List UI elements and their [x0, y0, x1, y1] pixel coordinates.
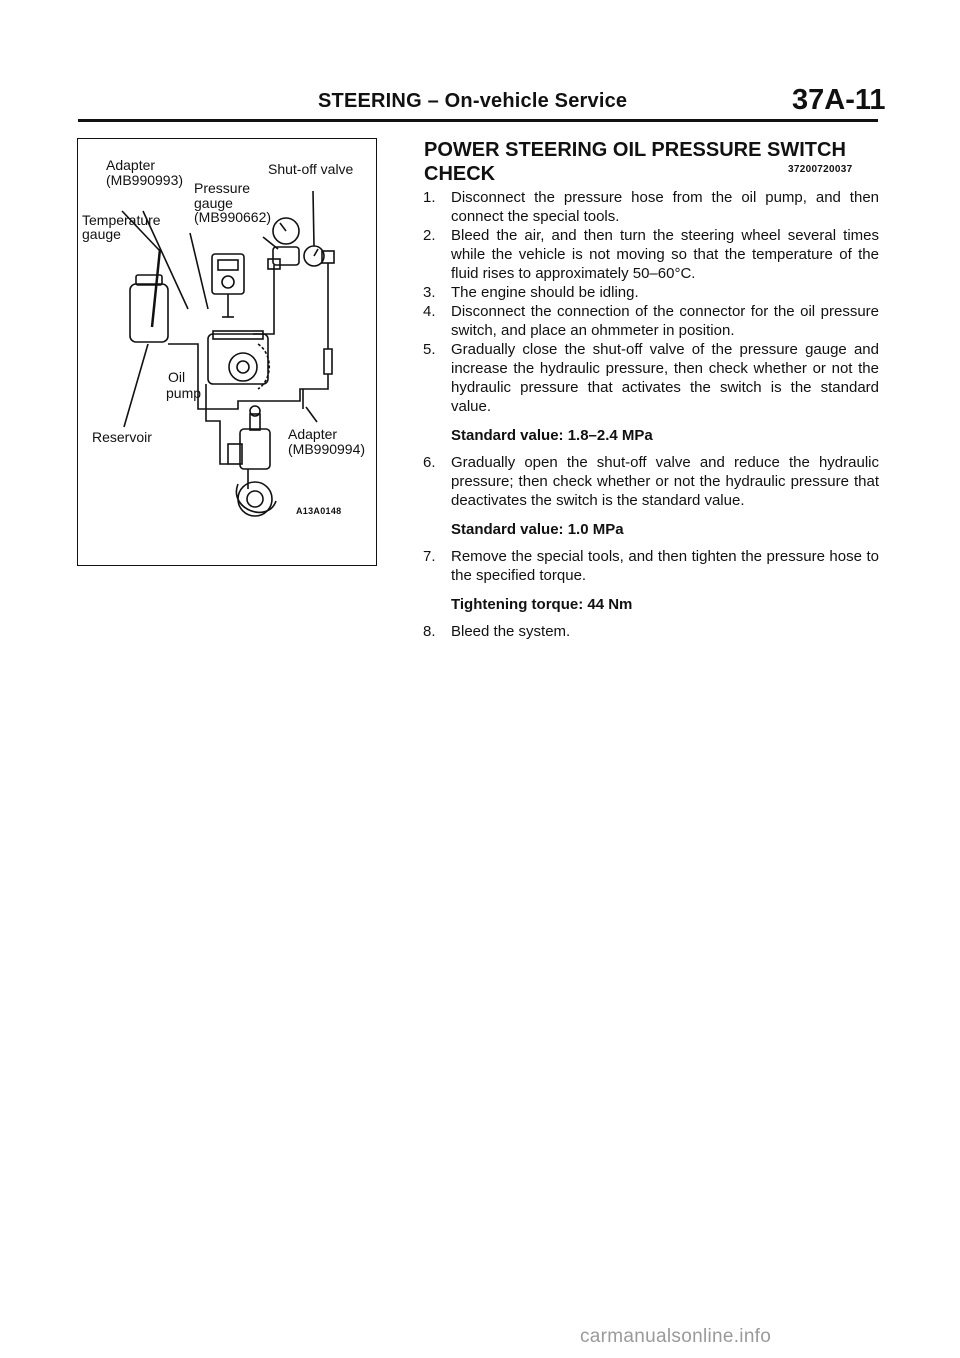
step-number: 8. — [423, 623, 436, 640]
step-text: The engine should be idling. — [451, 284, 639, 301]
header-rule — [78, 119, 878, 122]
step-text: Disconnect the pressure hose from the oil pump, and then connect the special tools. — [451, 189, 879, 225]
step-number: 5. — [423, 341, 436, 358]
label-pressure-gauge: Pressure — [194, 180, 251, 196]
step-number: 3. — [423, 284, 436, 301]
step-3 — [423, 283, 879, 302]
label-adapter-top: Adapter — [106, 157, 156, 173]
gear-box — [240, 429, 270, 469]
step-5 — [423, 340, 879, 416]
step-text: Gradually open the shut-off valve and reduce the hydraulic pressure; then check whether or not the hydraulic pressure that deactivates the switch is the standard value. — [451, 454, 879, 509]
section-title — [424, 138, 884, 186]
step-4 — [423, 302, 879, 340]
label-adapter-top-code: (MB990993) — [106, 172, 184, 188]
label-pressure-gauge-code: (MB990662) — [194, 209, 272, 225]
label-adapter-bottom: Adapter — [288, 426, 338, 442]
step-number: 1. — [423, 189, 436, 206]
label-shutoff-valve: Shut-off valve — [268, 161, 354, 177]
label-adapter-bottom-code: (MB990994) — [288, 441, 366, 457]
watermark: carmanualsonline.info — [580, 1326, 772, 1347]
step-number: 4. — [423, 303, 436, 320]
step-7 — [423, 547, 879, 585]
label-pressure-gauge-2: gauge — [194, 195, 233, 211]
spec-standard-value-1: Standard value: 1.8–2.4 MPa — [451, 427, 653, 444]
section-code: 37200720037 — [788, 164, 853, 175]
step-number: 7. — [423, 548, 436, 565]
temperature-gauge-stem — [152, 249, 160, 327]
figure-diagram — [77, 138, 377, 566]
section-title-line2: CHECK — [424, 163, 496, 185]
section-title-line1: POWER STEERING OIL PRESSURE SWITCH — [424, 139, 846, 161]
label-temperature-gauge-2: gauge — [82, 226, 121, 242]
step-2 — [423, 226, 879, 283]
step-text: Gradually close the shut-off valve of the pressure gauge and increase the hydraulic pressure, then check whether or not the hydraulic pressure that activates the switch is the standard value. — [451, 341, 879, 415]
step-text: Disconnect the connection of the connector for the oil pressure switch, and place an ohmmeter in position. — [451, 303, 879, 339]
label-reservoir: Reservoir — [92, 429, 152, 445]
figure-code: A13A0148 — [296, 506, 342, 516]
spec-standard-value-2: Standard value: 1.0 MPa — [451, 521, 624, 538]
oil-pump-body — [208, 334, 268, 384]
page-header-title: STEERING – On-vehicle Service — [318, 90, 628, 112]
step-8 — [423, 622, 879, 641]
label-oil-pump-2: pump — [166, 385, 202, 401]
procedure-steps — [423, 188, 879, 641]
step-text: Remove the special tools, and then tighten the pressure hose to the specified torque. — [451, 548, 879, 584]
step-6 — [423, 453, 879, 510]
label-oil-pump: Oil — [168, 369, 186, 385]
step-number: 2. — [423, 227, 436, 244]
page-number: 37A-11 — [792, 84, 886, 116]
label-temperature-gauge: Temperature — [82, 212, 161, 228]
step-number: 6. — [423, 454, 436, 471]
step-text: Bleed the system. — [451, 623, 571, 640]
spec-tightening-torque: Tightening torque: 44 Nm — [451, 596, 633, 613]
step-1 — [423, 188, 879, 226]
step-text: Bleed the air, and then turn the steering wheel several times while the vehicle is not moving so that the temperature of the fluid rises to approximately 50–60°C. — [451, 227, 879, 282]
reservoir-shape — [130, 284, 168, 342]
